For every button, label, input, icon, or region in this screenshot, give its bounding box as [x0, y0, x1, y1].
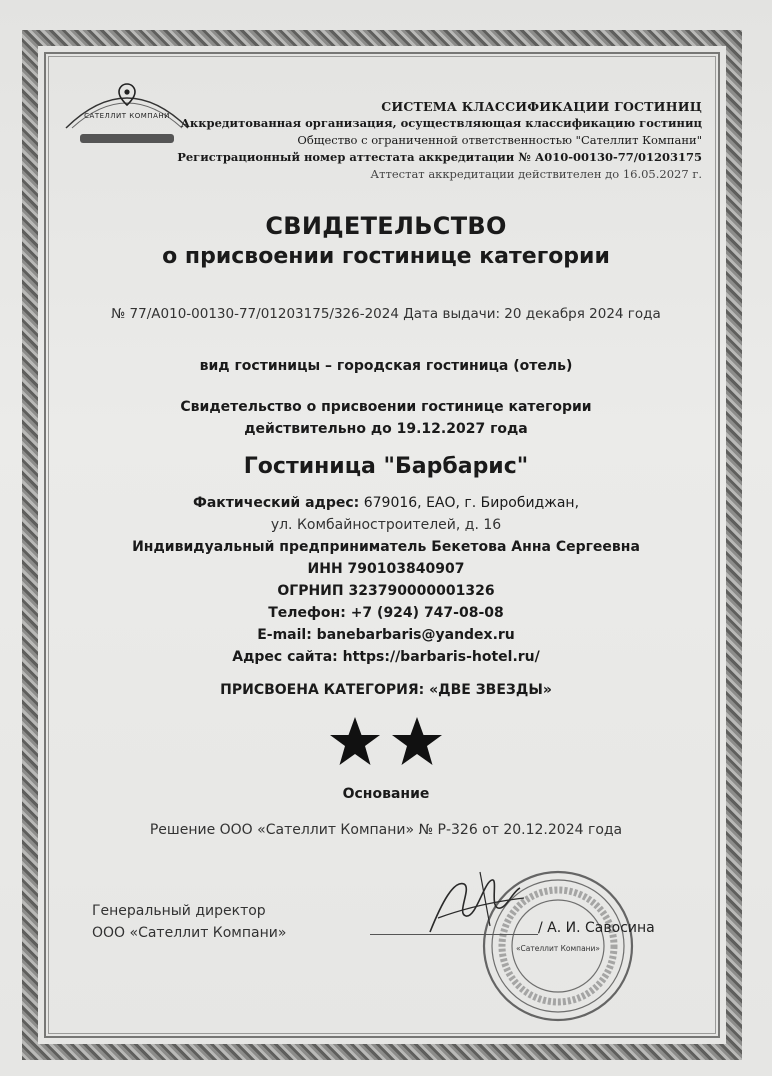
- certificate-number-date: № 77/А010-00130-77/01203175/326-2024 Дата выдачи: 20 декабря 2024 года: [111, 306, 661, 322]
- validity-line-1: Свидетельство о присвоении гостинице категории: [180, 399, 592, 415]
- phone: Телефон: +7 (924) 747-08-08: [268, 605, 504, 621]
- classification-header: [102, 98, 702, 183]
- address-label: Фактический адрес:: [192, 495, 360, 511]
- email: E-mail: banebarbaris@yandex.ru: [257, 627, 515, 643]
- accreditation-valid-line: Аттестат аккредитации действителен до 16.05.2027 г.: [370, 167, 702, 181]
- registration-number-line: Регистрационный номер аттестата аккредитации № А010-00130-77/01203175: [177, 150, 702, 164]
- hotel-details: [0, 492, 772, 668]
- basis-heading: Основание: [342, 786, 430, 802]
- hotel-kind: вид гостиницы – городская гостиница (отель): [199, 358, 573, 374]
- signatory-position-line-2: ООО «Сателлит Компани»: [92, 925, 287, 941]
- address-line: [0, 492, 772, 514]
- document-title: СВИДЕТЕЛЬСТВО: [265, 212, 507, 240]
- logo-name: САТЕЛЛИТ КОМПАНИ: [84, 112, 170, 120]
- inn: ИНН 790103840907: [307, 561, 465, 577]
- signatory-position-line-1: Генеральный директор: [92, 903, 266, 919]
- owner: Индивидуальный предприниматель Бекетова Анна Сергеевна: [132, 539, 640, 555]
- handwritten-signature: [420, 862, 530, 942]
- star-icon: [328, 716, 382, 768]
- website: Адрес сайта: https://barbaris-hotel.ru/: [232, 649, 540, 665]
- ogrnip: ОГРНИП 323790000001326: [277, 583, 495, 599]
- signatory-name: / А. И. Савосина: [538, 920, 655, 936]
- basis-decision: Решение ООО «Сателлит Компани» № Р-326 от 20.12.2024 года: [149, 822, 623, 838]
- company-line: Общество с ограниченной ответственностью "Сателлит Компани": [297, 133, 702, 147]
- accredited-org-line: Аккредитованная организация, осуществляющая классификацию гостиниц: [180, 116, 702, 130]
- stamp-text: «Сателлит Компани»: [515, 944, 601, 953]
- assigned-category: ПРИСВОЕНА КАТЕГОРИЯ: «ДВЕ ЗВЕЗДЫ»: [220, 682, 552, 698]
- signatory-position: [92, 900, 286, 944]
- system-title: СИСТЕМА КЛАССИФИКАЦИИ ГОСТИНИЦ: [381, 99, 702, 114]
- hotel-name: Гостиница "Барбарис": [243, 454, 529, 479]
- validity-line-2: действительно до 19.12.2027 года: [244, 421, 528, 437]
- address-line-2: ул. Комбайностроителей, д. 16: [270, 517, 502, 533]
- star-icon: [390, 716, 444, 768]
- address-value: 679016, ЕАО, г. Биробиджан,: [359, 495, 580, 511]
- validity-text: [0, 396, 772, 440]
- category-stars: [0, 716, 772, 772]
- document-subtitle: о присвоении гостинице категории: [162, 244, 610, 269]
